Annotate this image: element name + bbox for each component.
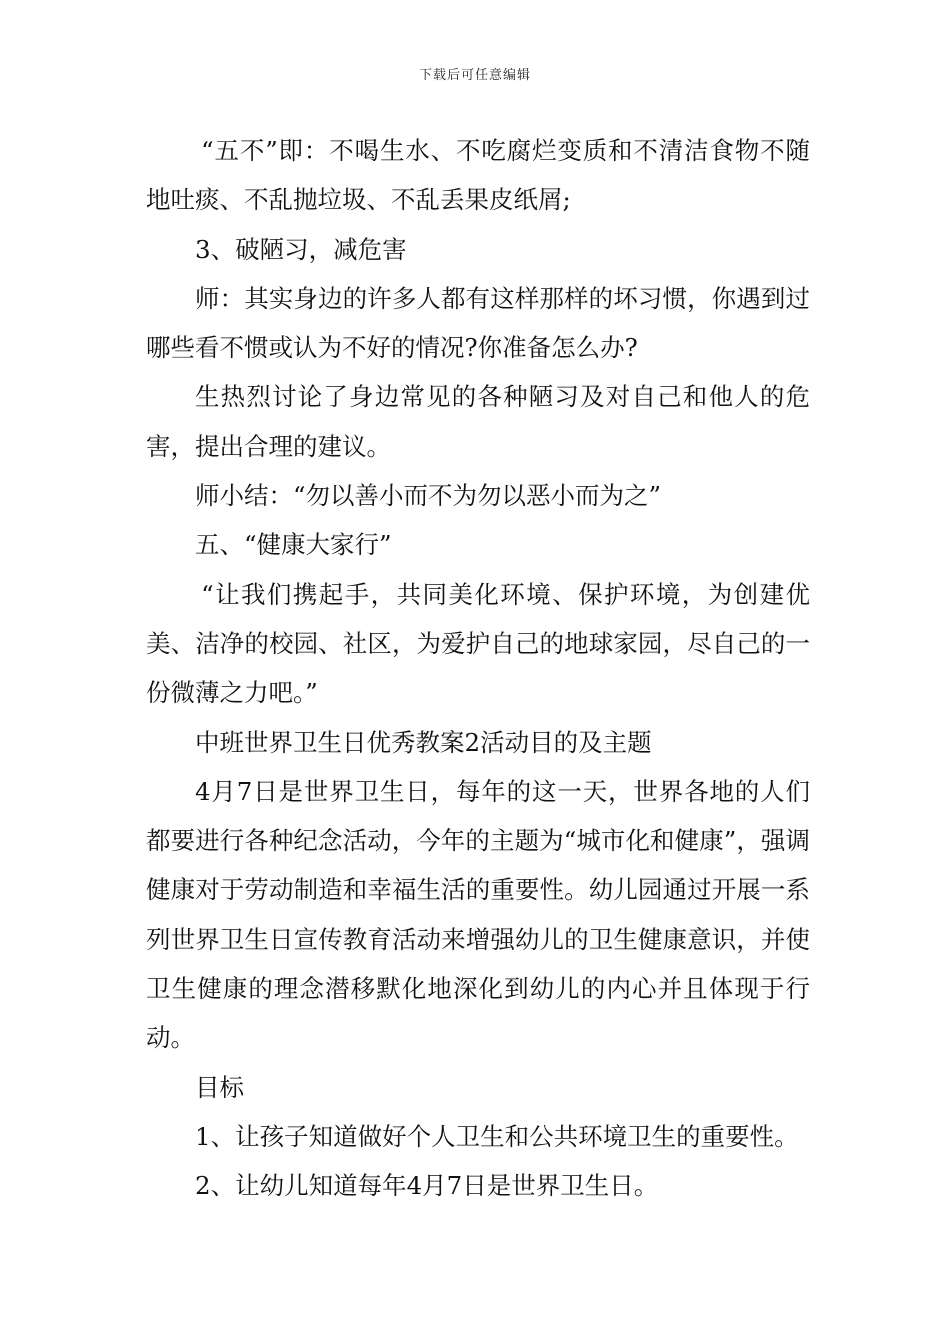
paragraph-teacher-question: 师：其实身边的许多人都有这样那样的坏习惯，你遇到过哪些看不惯或认为不好的情况?你准备怎么办? bbox=[146, 283, 810, 363]
paragraph-teacher-summary: 师小结：“勿以善小而不为勿以恶小而为之” bbox=[195, 481, 662, 511]
document-body bbox=[146, 126, 810, 1211]
paragraph-goal-2: 2、让幼儿知道每年4月7日是世界卫生日。 bbox=[195, 1171, 659, 1201]
paragraph-call-to-action: “让我们携起手，共同美化环境、保护环境，为创建优美、洁净的校园、社区，为爱护自己的地球家园，尽自己的一份微薄之力吧。” bbox=[146, 579, 810, 708]
paragraph-goal-1: 1、让孩子知道做好个人卫生和公共环境卫生的重要性。 bbox=[195, 1121, 799, 1151]
page-header: 下载后可任意编辑 bbox=[418, 68, 531, 83]
paragraph-section-3-heading: 3、破陋习，减危害 bbox=[195, 234, 407, 264]
paragraph-five-nots: “五不”即：不喝生水、不吃腐烂变质和不清洁食物不随地吐痰、不乱抛垃圾、不乱丢果皮纸屑; bbox=[146, 136, 810, 215]
paragraph-section-5-heading: 五、“健康大家行” bbox=[195, 530, 392, 560]
paragraph-student-discussion: 生热烈讨论了身边常见的各种陋习及对自己和他人的危害，提出合理的建议。 bbox=[146, 382, 810, 461]
paragraph-lesson-2-title: 中班世界卫生日优秀教案2活动目的及主题 bbox=[195, 727, 652, 757]
paragraph-world-health-day: 4月7日是世界卫生日，每年的这一天，世界各地的人们都要进行各种纪念活动，今年的主题为“城市化和健康”，强调健康对于劳动制造和幸福生活的重要性。幼儿园通过开展一系列世界卫生日宣传教育活动来增强幼儿的卫生健康意识，并使卫生健康的理念潜移默化地深化到幼儿的内心并且体现于行动。 bbox=[146, 776, 810, 1053]
paragraph-goals-heading: 目标 bbox=[195, 1072, 244, 1102]
